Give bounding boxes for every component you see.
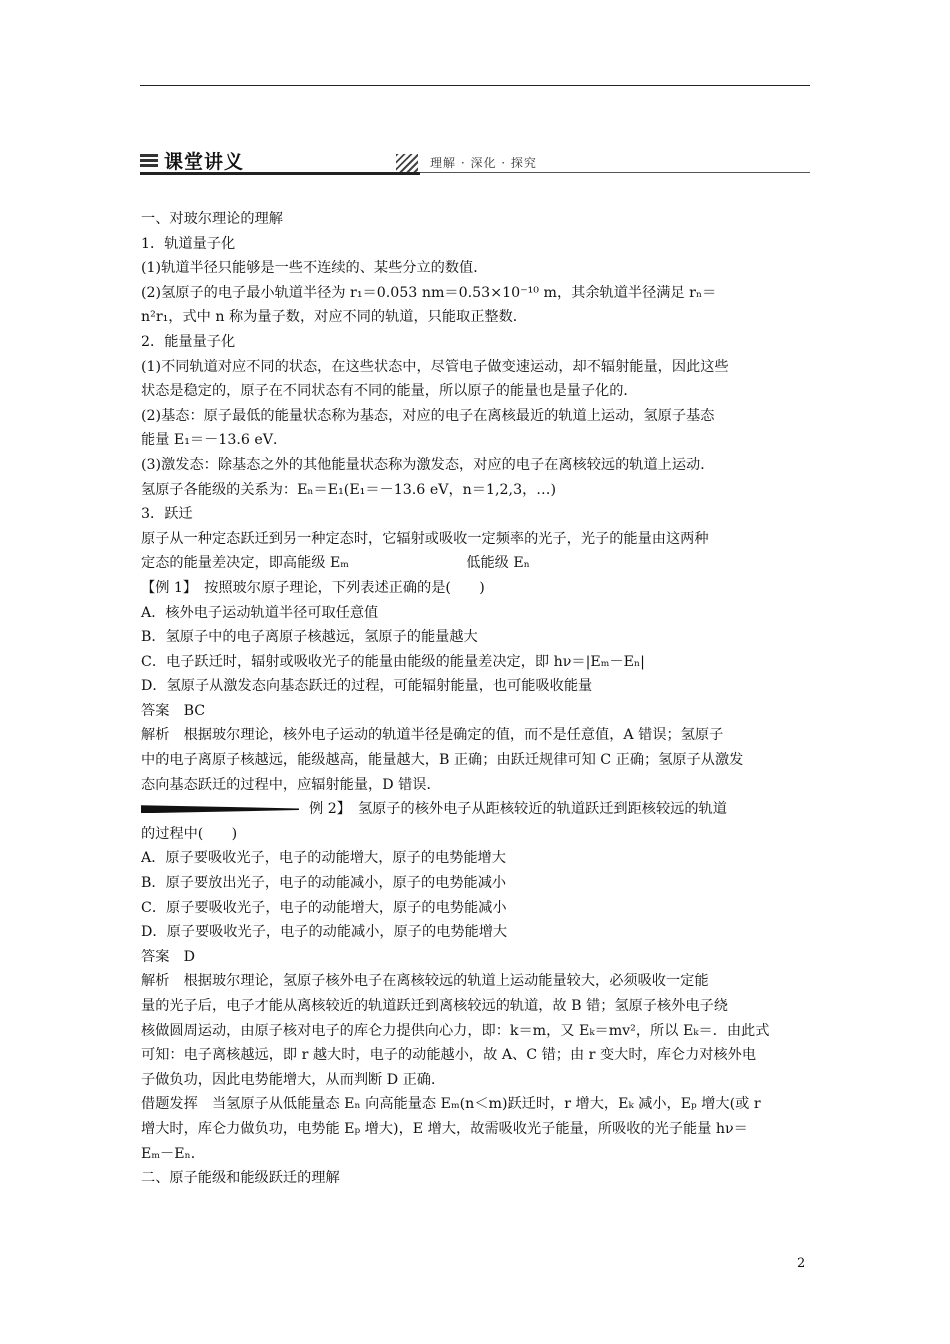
example-2-text: 例 2】 氢原子的核外电子从距核较近的轨道跃迁到距核较远的轨道 xyxy=(309,801,727,818)
banner-bars-icon xyxy=(140,154,158,172)
analysis-line: 可知：电子离核越远，即 r 越大时，电子的动能越小，故 A、C 错；由 r 变大时，库仑力对核外电 xyxy=(141,1047,757,1064)
answer: 答案 D xyxy=(141,948,195,965)
subheading: 3．跃迁 xyxy=(141,506,193,523)
note-line: 增大时，库仑力做负功，电势能 Eₚ 增大)，E 增大，故需吸收光子能量，所吸收的光子能量 hν＝ xyxy=(141,1120,748,1137)
option-d: D．原子要吸收光子，电子的动能减小，原子的电势能增大 xyxy=(141,924,508,941)
text-line: n²r₁，式中 n 称为量子数，对应不同的轨道，只能取正整数． xyxy=(141,309,527,326)
text-line: 的过程中( ) xyxy=(141,825,238,842)
option-d: D．氢原子从激发态向基态跃迁的过程，可能辐射能量，也可能吸收能量 xyxy=(141,678,593,695)
analysis-line: 解析 根据玻尔理论，氢原子核外电子在离核较远的轨道上运动能量较大，必须吸收一定能 xyxy=(141,973,709,990)
option-a: A．原子要吸收光子，电子的动能增大，原子的电势能增大 xyxy=(141,850,506,867)
page-number: 2 xyxy=(797,1256,806,1271)
note-line: Eₘ－Eₙ． xyxy=(141,1145,205,1162)
section-title: 课堂讲义 xyxy=(164,151,245,173)
subheading: 2．能量量子化 xyxy=(141,333,236,350)
text-line: 氢原子各能级的关系为：Eₙ＝E₁(E₁＝－13.6 eV，n＝1,2,3，…) xyxy=(141,481,557,498)
option-b: B．氢原子中的电子离原子核越远，氢原子的能量越大 xyxy=(141,629,478,646)
section-banner xyxy=(140,146,810,176)
example-2-question xyxy=(141,797,811,822)
subheading: 1．轨道量子化 xyxy=(141,235,236,252)
option-b: B．原子要放出光子，电子的动能减小，原子的电势能减小 xyxy=(141,875,507,892)
text-line: (1)轨道半径只能够是一些不连续的、某些分立的数值． xyxy=(141,260,488,277)
analysis-line: 核做圆周运动，由原子核对电子的库仑力提供向心力，即：k＝m，又 Eₖ＝mv²，所以 Eₖ＝．由此式 xyxy=(141,1022,770,1039)
banner-underline-thin xyxy=(420,172,810,173)
analysis-line: 解析 根据玻尔理论，核外电子运动的轨道半径是确定的值，而不是任意值，A 错误；氢原子 xyxy=(141,727,724,744)
redaction-bar xyxy=(141,805,299,813)
heading-1: 一、对玻尔理论的理解 xyxy=(141,211,283,227)
text-line: (3)激发态：除基态之外的其他能量状态称为激发态，对应的电子在离核较远的轨道上运动． xyxy=(141,456,715,473)
text-line: 能量 E₁＝－13.6 eV． xyxy=(141,432,288,449)
answer: 答案 BC xyxy=(141,702,206,719)
header-rule xyxy=(140,85,810,86)
text-line: (1)不同轨道对应不同的状态，在这些状态中，尽管电子做变速运动，却不辐射能量，因此这些 xyxy=(141,358,729,375)
text-line: 定态的能量差决定，即高能级 Eₘ 低能级 Eₙ xyxy=(141,555,530,572)
text-line: 状态是稳定的，原子在不同状态有不同的能量，所以原子的能量也是量子化的． xyxy=(141,383,638,400)
heading-2: 二、原子能级和能级跃迁的理解 xyxy=(141,1170,340,1187)
analysis-line: 量的光子后，电子才能从离核较近的轨道跃迁到离核较远的轨道，故 B 错；氢原子核外电子绕 xyxy=(141,998,728,1014)
example-1-question: 【例 1】 按照玻尔原子理论，下列表述正确的是( ) xyxy=(141,579,485,596)
text-line: (2)基态：原子最低的能量状态称为基态，对应的电子在离核最近的轨道上运动，氢原子基态 xyxy=(141,407,715,424)
analysis-line: 子做负功，因此电势能增大，从而判断 D 正确． xyxy=(141,1071,446,1088)
text-line: (2)氢原子的电子最小轨道半径为 r₁＝0.053 nm＝0.53×10⁻¹⁰ m，其余轨道半径满足 rₙ＝ xyxy=(141,284,717,301)
analysis-line: 中的电子离原子核越远，能级越高，能量越大，B 正确；由跃迁规律可知 C 正确；氢原子从激发 xyxy=(141,752,744,769)
option-c: C．电子跃迁时，辐射或吸收光子的能量由能级的能量差决定，即 hν＝|Eₘ－Eₙ| xyxy=(141,653,645,670)
document-body xyxy=(141,207,811,1191)
option-a: A．核外电子运动轨道半径可取任意值 xyxy=(141,604,379,621)
section-subtitle: 理解 · 深化 · 探究 xyxy=(430,156,537,170)
option-c: C．原子要吸收光子，电子的动能增大，原子的电势能减小 xyxy=(141,899,507,916)
analysis-line: 态向基态跃迁的过程中，应辐射能量，D 错误． xyxy=(141,776,441,793)
note-line: 借题发挥 当氢原子从低能量态 Eₙ 向高能量态 Eₘ(n＜m)跃迁时，r 增大，Eₖ 减小，Eₚ 增大(或 r xyxy=(141,1096,761,1113)
banner-underline-thick xyxy=(140,172,420,175)
banner-hatch-icon xyxy=(396,154,418,172)
text-line: 原子从一种定态跃迁到另一种定态时，它辐射或吸收一定频率的光子，光子的能量由这两种 xyxy=(141,530,709,547)
